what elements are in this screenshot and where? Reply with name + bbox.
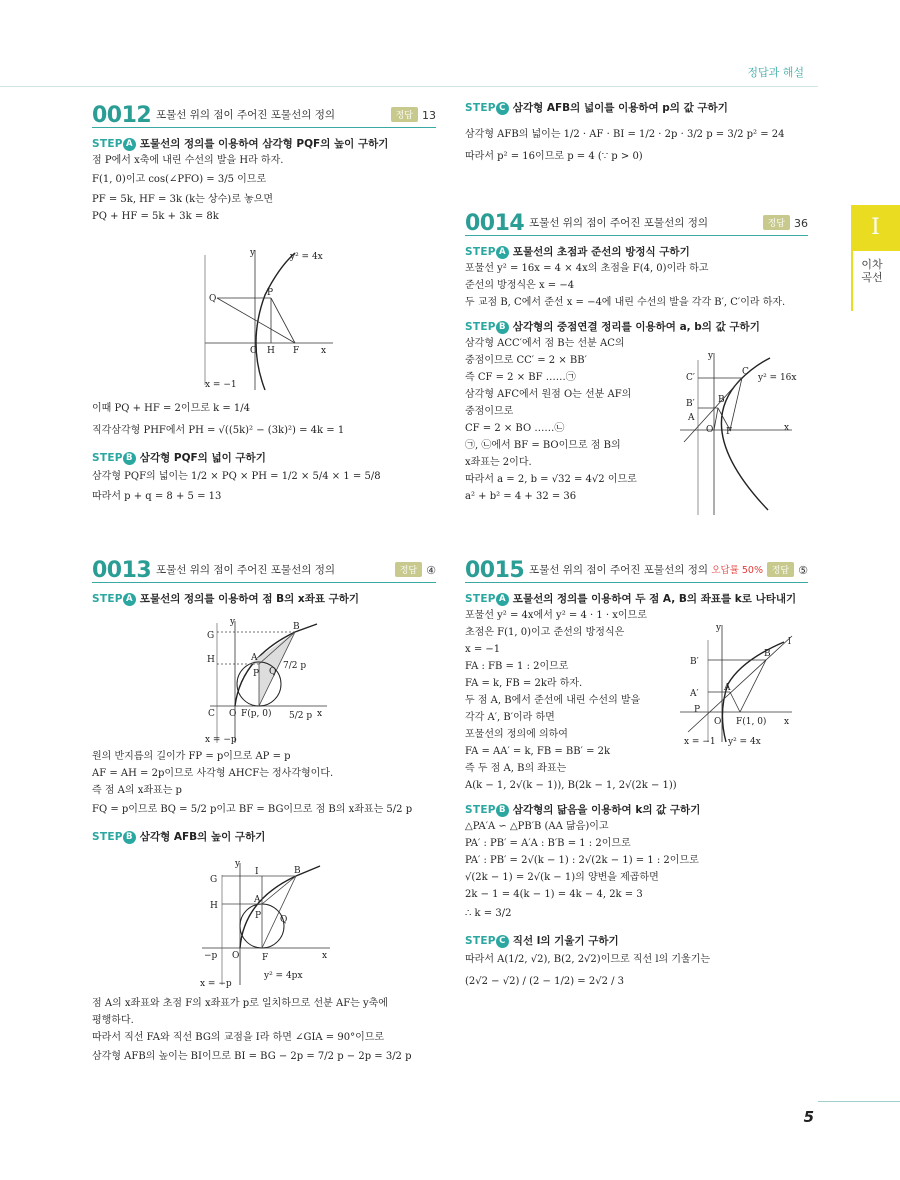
text-line: FA : FB = 1 : 2이므로 (465, 661, 569, 672)
figure-0014 (680, 350, 810, 520)
svg-text:F(1, 0): F(1, 0) (736, 717, 767, 727)
svg-text:H: H (267, 346, 275, 356)
svg-text:A: A (724, 683, 731, 693)
text-line: 점 P에서 x축에 내린 수선의 발을 H라 하자. (92, 155, 284, 166)
answer-value: 13 (422, 109, 436, 122)
step-b: STEP B 삼각형 PQF의 넓이 구하기 (92, 452, 266, 464)
text-line: 삼각형 AFC에서 원점 O는 선분 AF의 (465, 389, 632, 400)
svg-text:x = −p: x = −p (200, 979, 232, 989)
text-line: PA′ : PB′ = 2√(k − 1) : 2√(2k − 1) = 1 : 2이므로 (465, 855, 699, 866)
text-line: 따라서 p + q = 8 + 5 = 13 (92, 491, 222, 502)
chapter-tab-bar (851, 251, 853, 311)
figure-0013-a (205, 618, 335, 748)
svg-text:7/2 p: 7/2 p (283, 661, 307, 671)
svg-text:F(p, 0): F(p, 0) (241, 709, 272, 719)
problem-title: 포물선 위의 점이 주어진 포물선의 정의 (529, 217, 708, 229)
svg-text:I: I (255, 867, 259, 877)
error-rate-badge: 오답률 50% (711, 565, 763, 576)
step-c: STEP C 직선 l의 기울기 구하기 (465, 935, 619, 947)
text-line: ㉠, ㉡에서 BF = BO이므로 점 B의 (465, 440, 621, 451)
svg-text:B′: B′ (690, 657, 699, 667)
svg-text:O: O (250, 346, 258, 356)
svg-text:B: B (764, 649, 771, 659)
svg-text:x = −p: x = −p (205, 735, 237, 745)
svg-text:F: F (293, 346, 300, 356)
svg-text:H: H (207, 655, 215, 665)
svg-text:y: y (230, 617, 236, 627)
svg-text:A′: A′ (690, 689, 699, 699)
text-line: 따라서 직선 FA와 직선 BG의 교점을 I라 하면 ∠GIA = 90°이므로 (92, 1032, 385, 1043)
text-line: FA = AA′ = k, FB = BB′ = 2k (465, 746, 611, 757)
text-line: ∴ k = 3/2 (465, 908, 512, 919)
text-line: 삼각형 AFB의 높이는 BI이므로 BI = BG − 2p = 7/2 p − 2p = 3/2 p (92, 1051, 412, 1062)
text-line: 즉 두 점 A, B의 좌표는 (465, 763, 567, 774)
page-number: 5 (803, 1108, 814, 1126)
text-line: 따라서 p² = 16이므로 p = 4 (∵ p > 0) (465, 151, 643, 162)
text-line: 즉 점 A의 x좌표는 p (92, 785, 182, 796)
svg-text:x: x (321, 346, 327, 356)
problem-number: 0013 (92, 558, 152, 583)
problem-title: 포물선 위의 점이 주어진 포물선의 정의 (156, 109, 335, 121)
text-line: A(k − 1, 2√(k − 1)), B(2k − 1, 2√(2k − 1)) (465, 780, 677, 791)
page-number-rule (818, 1101, 900, 1102)
svg-text:P: P (694, 705, 701, 715)
problem-0012 (92, 100, 436, 225)
answer-box: 정답 36 (763, 215, 808, 230)
text-line: 각각 A′, B′이라 하면 (465, 712, 555, 723)
svg-text:B: B (294, 866, 301, 876)
header-divider (0, 86, 818, 87)
problem-header (465, 208, 808, 236)
svg-text:A: A (688, 413, 695, 423)
text-line: 원의 반지름의 길이가 FP = p이므로 AP = p (92, 751, 291, 762)
text-line: PA′ : PB′ = A′A : B′B = 1 : 2이므로 (465, 838, 631, 849)
text-line: 중점이므로 CC′ = 2 × BB′ (465, 355, 587, 366)
text-line: 따라서 A(1/2, √2), B(2, 2√2)이므로 직선 l의 기울기는 (465, 954, 711, 965)
text-line: 두 점 A, B에서 준선에 내린 수선의 발을 (465, 695, 641, 706)
curve-label: y² = 4x (290, 252, 323, 262)
problem-0012-cont (92, 398, 436, 505)
svg-text:A: A (254, 895, 261, 905)
svg-text:x: x (784, 717, 790, 727)
chapter-tab-label: 이차곡선 (861, 258, 883, 284)
text-line: 즉 CF = 2 × BF ……㉠ (465, 372, 576, 383)
svg-text:x: x (322, 951, 328, 961)
text-line: PQ + HF = 5k + 3k = 8k (92, 211, 219, 222)
problem-0013-step-c (465, 100, 808, 168)
text-line: AF = AH = 2p이므로 사각형 AHCF는 정사각형이다. (92, 768, 334, 779)
problem-title: 포물선 위의 점이 주어진 포물선의 정의 오답률 50% (529, 564, 763, 576)
svg-text:P: P (267, 288, 274, 298)
text-line: F(1, 0)이고 cos(∠PFO) = 3/5 이므로 (92, 174, 267, 185)
text-line: 준선의 방정식은 x = −4 (465, 280, 575, 291)
text-line: CF = 2 × BO ……㉡ (465, 423, 565, 434)
answer-box (391, 107, 436, 122)
svg-text:Q: Q (209, 294, 217, 304)
text-line: FA = k, FB = 2k라 하자. (465, 678, 583, 689)
svg-text:l: l (788, 637, 791, 647)
svg-text:−p: −p (204, 951, 218, 961)
svg-text:H: H (210, 901, 218, 911)
svg-text:y² = 16x: y² = 16x (758, 373, 797, 383)
text-line: 초점은 F(1, 0)이고 준선의 방정식은 (465, 627, 625, 638)
svg-text:Q: Q (269, 667, 277, 677)
figure-0012 (195, 245, 345, 395)
svg-text:y: y (235, 859, 241, 869)
problem-header (465, 555, 808, 583)
text-line: 이때 PQ + HF = 2이므로 k = 1/4 (92, 403, 250, 414)
axis-label: y (250, 248, 256, 258)
problem-header (92, 100, 436, 128)
svg-text:x = −1: x = −1 (684, 737, 716, 747)
text-line: FQ = p이므로 BQ = 5/2 p이고 BF = BG이므로 점 B의 x좌표는 5/2 p (92, 804, 413, 815)
text-line: x좌표는 2이다. (465, 457, 532, 468)
svg-text:y: y (708, 351, 714, 361)
svg-text:P: P (255, 911, 262, 921)
svg-text:y: y (716, 623, 722, 633)
svg-text:B: B (293, 622, 300, 632)
text-line: 포물선의 정의에 의하여 (465, 729, 568, 740)
problem-header (92, 555, 436, 583)
answer-label: 정답 (391, 107, 418, 122)
text-line: √(2k − 1) = 2√(k − 1)의 양변을 제곱하면 (465, 872, 659, 883)
svg-text:G: G (210, 875, 218, 885)
header-title: 정답과 해설 (747, 66, 804, 79)
text-line: 2k − 1 = 4(k − 1) = 4k − 4, 2k = 3 (465, 889, 643, 900)
answer-box: 정답 ⑤ (767, 562, 808, 577)
chapter-tab[interactable]: I (851, 205, 900, 251)
text-line: 중점이므로 (465, 406, 514, 417)
problem-number: 0014 (465, 211, 525, 236)
svg-text:x: x (784, 423, 790, 433)
step-c: STEP C 삼각형 AFB의 넓이를 이용하여 p의 값 구하기 (465, 102, 728, 114)
step-a: STEP A 포물선의 초점과 준선의 방정식 구하기 (465, 246, 690, 258)
svg-text:O: O (714, 717, 722, 727)
svg-text:Q: Q (280, 915, 288, 925)
svg-text:x = −1: x = −1 (205, 380, 237, 390)
text-line: 삼각형 ACC′에서 점 B는 선분 AC의 (465, 338, 625, 349)
text-line: 두 교점 B, C에서 준선 x = −4에 내린 수선의 발을 각각 B′, C′이라 하자. (465, 297, 786, 308)
problem-0013-cont (92, 748, 436, 845)
svg-text:y² = 4x: y² = 4x (728, 737, 761, 747)
text-line: PF = 5k, HF = 3k (k는 상수)로 놓으면 (92, 194, 274, 205)
text-line: 삼각형 PQF의 넓이는 1/2 × PQ × PH = 1/2 × 5/4 × 1 = 5/8 (92, 471, 381, 482)
text-line: △PA′A ∽ △PB′B (AA 닮음)이고 (465, 821, 609, 832)
svg-text:C′: C′ (686, 373, 695, 383)
text-line: (2√2 − √2) / (2 − 1/2) = 2√2 / 3 (465, 976, 625, 987)
step-b: STEP B 삼각형 AFB의 높이 구하기 (92, 831, 266, 843)
svg-text:y² = 4px: y² = 4px (264, 971, 303, 981)
text-line: 직각삼각형 PHF에서 PH = √((5k)² − (3k)²) = 4k = 1 (92, 425, 345, 436)
svg-text:5/2 p: 5/2 p (289, 711, 313, 721)
svg-text:F: F (726, 427, 733, 437)
svg-text:F: F (262, 953, 269, 963)
problem-number: 0015 (465, 558, 525, 583)
step-b: STEP B 삼각형의 중점연결 정리를 이용하여 a, b의 값 구하기 (465, 321, 760, 333)
text-line: 평행하다. (92, 1015, 134, 1026)
problem-0013 (92, 555, 436, 607)
svg-text:G: G (207, 631, 215, 641)
problem-number: 0012 (92, 103, 152, 128)
svg-text:A: A (251, 653, 258, 663)
svg-text:B: B (718, 395, 725, 405)
problem-title: 포물선 위의 점이 주어진 포물선의 정의 (156, 564, 335, 576)
text-line: a² + b² = 4 + 32 = 36 (465, 491, 577, 502)
text-line: 포물선 y² = 4x에서 y² = 4 · 1 · x이므로 (465, 610, 647, 621)
text-line: 포물선 y² = 16x = 4 × 4x의 초점을 F(4, 0)이라 하고 (465, 263, 709, 274)
figure-0013-b (200, 860, 340, 990)
text-line: 삼각형 AFB의 넓이는 1/2 · AF · BI = 1/2 · 2p · 3/2 p = 3/2 p² = 24 (465, 129, 785, 140)
step-a: STEP A 포물선의 정의를 이용하여 두 점 A, B의 좌표를 k로 나타내기 (465, 593, 797, 605)
svg-text:O: O (229, 709, 237, 719)
step-a: STEP A 포물선의 정의를 이용하여 점 B의 x좌표 구하기 (92, 593, 360, 605)
svg-text:C: C (208, 709, 215, 719)
svg-text:C: C (742, 367, 749, 377)
figure-0015 (680, 620, 810, 750)
text-line: 따라서 a = 2, b = √32 = 4√2 이므로 (465, 474, 637, 485)
svg-text:B′: B′ (686, 399, 695, 409)
svg-text:O: O (232, 951, 240, 961)
answer-box: 정답 ④ (395, 562, 436, 577)
svg-text:O: O (706, 425, 714, 435)
svg-text:x: x (317, 709, 323, 719)
step-a: STEP A 포물선의 정의를 이용하여 삼각형 PQF의 높이 구하기 (92, 138, 389, 150)
svg-text:P: P (253, 669, 260, 679)
problem-0013-cont2 (92, 995, 436, 1068)
step-b: STEP B 삼각형의 닮음을 이용하여 k의 값 구하기 (465, 804, 701, 816)
text-line: 점 A의 x좌표와 초점 F의 x좌표가 p로 일치하므로 선분 AF는 y축에 (92, 998, 388, 1009)
text-line: x = −1 (465, 644, 501, 655)
